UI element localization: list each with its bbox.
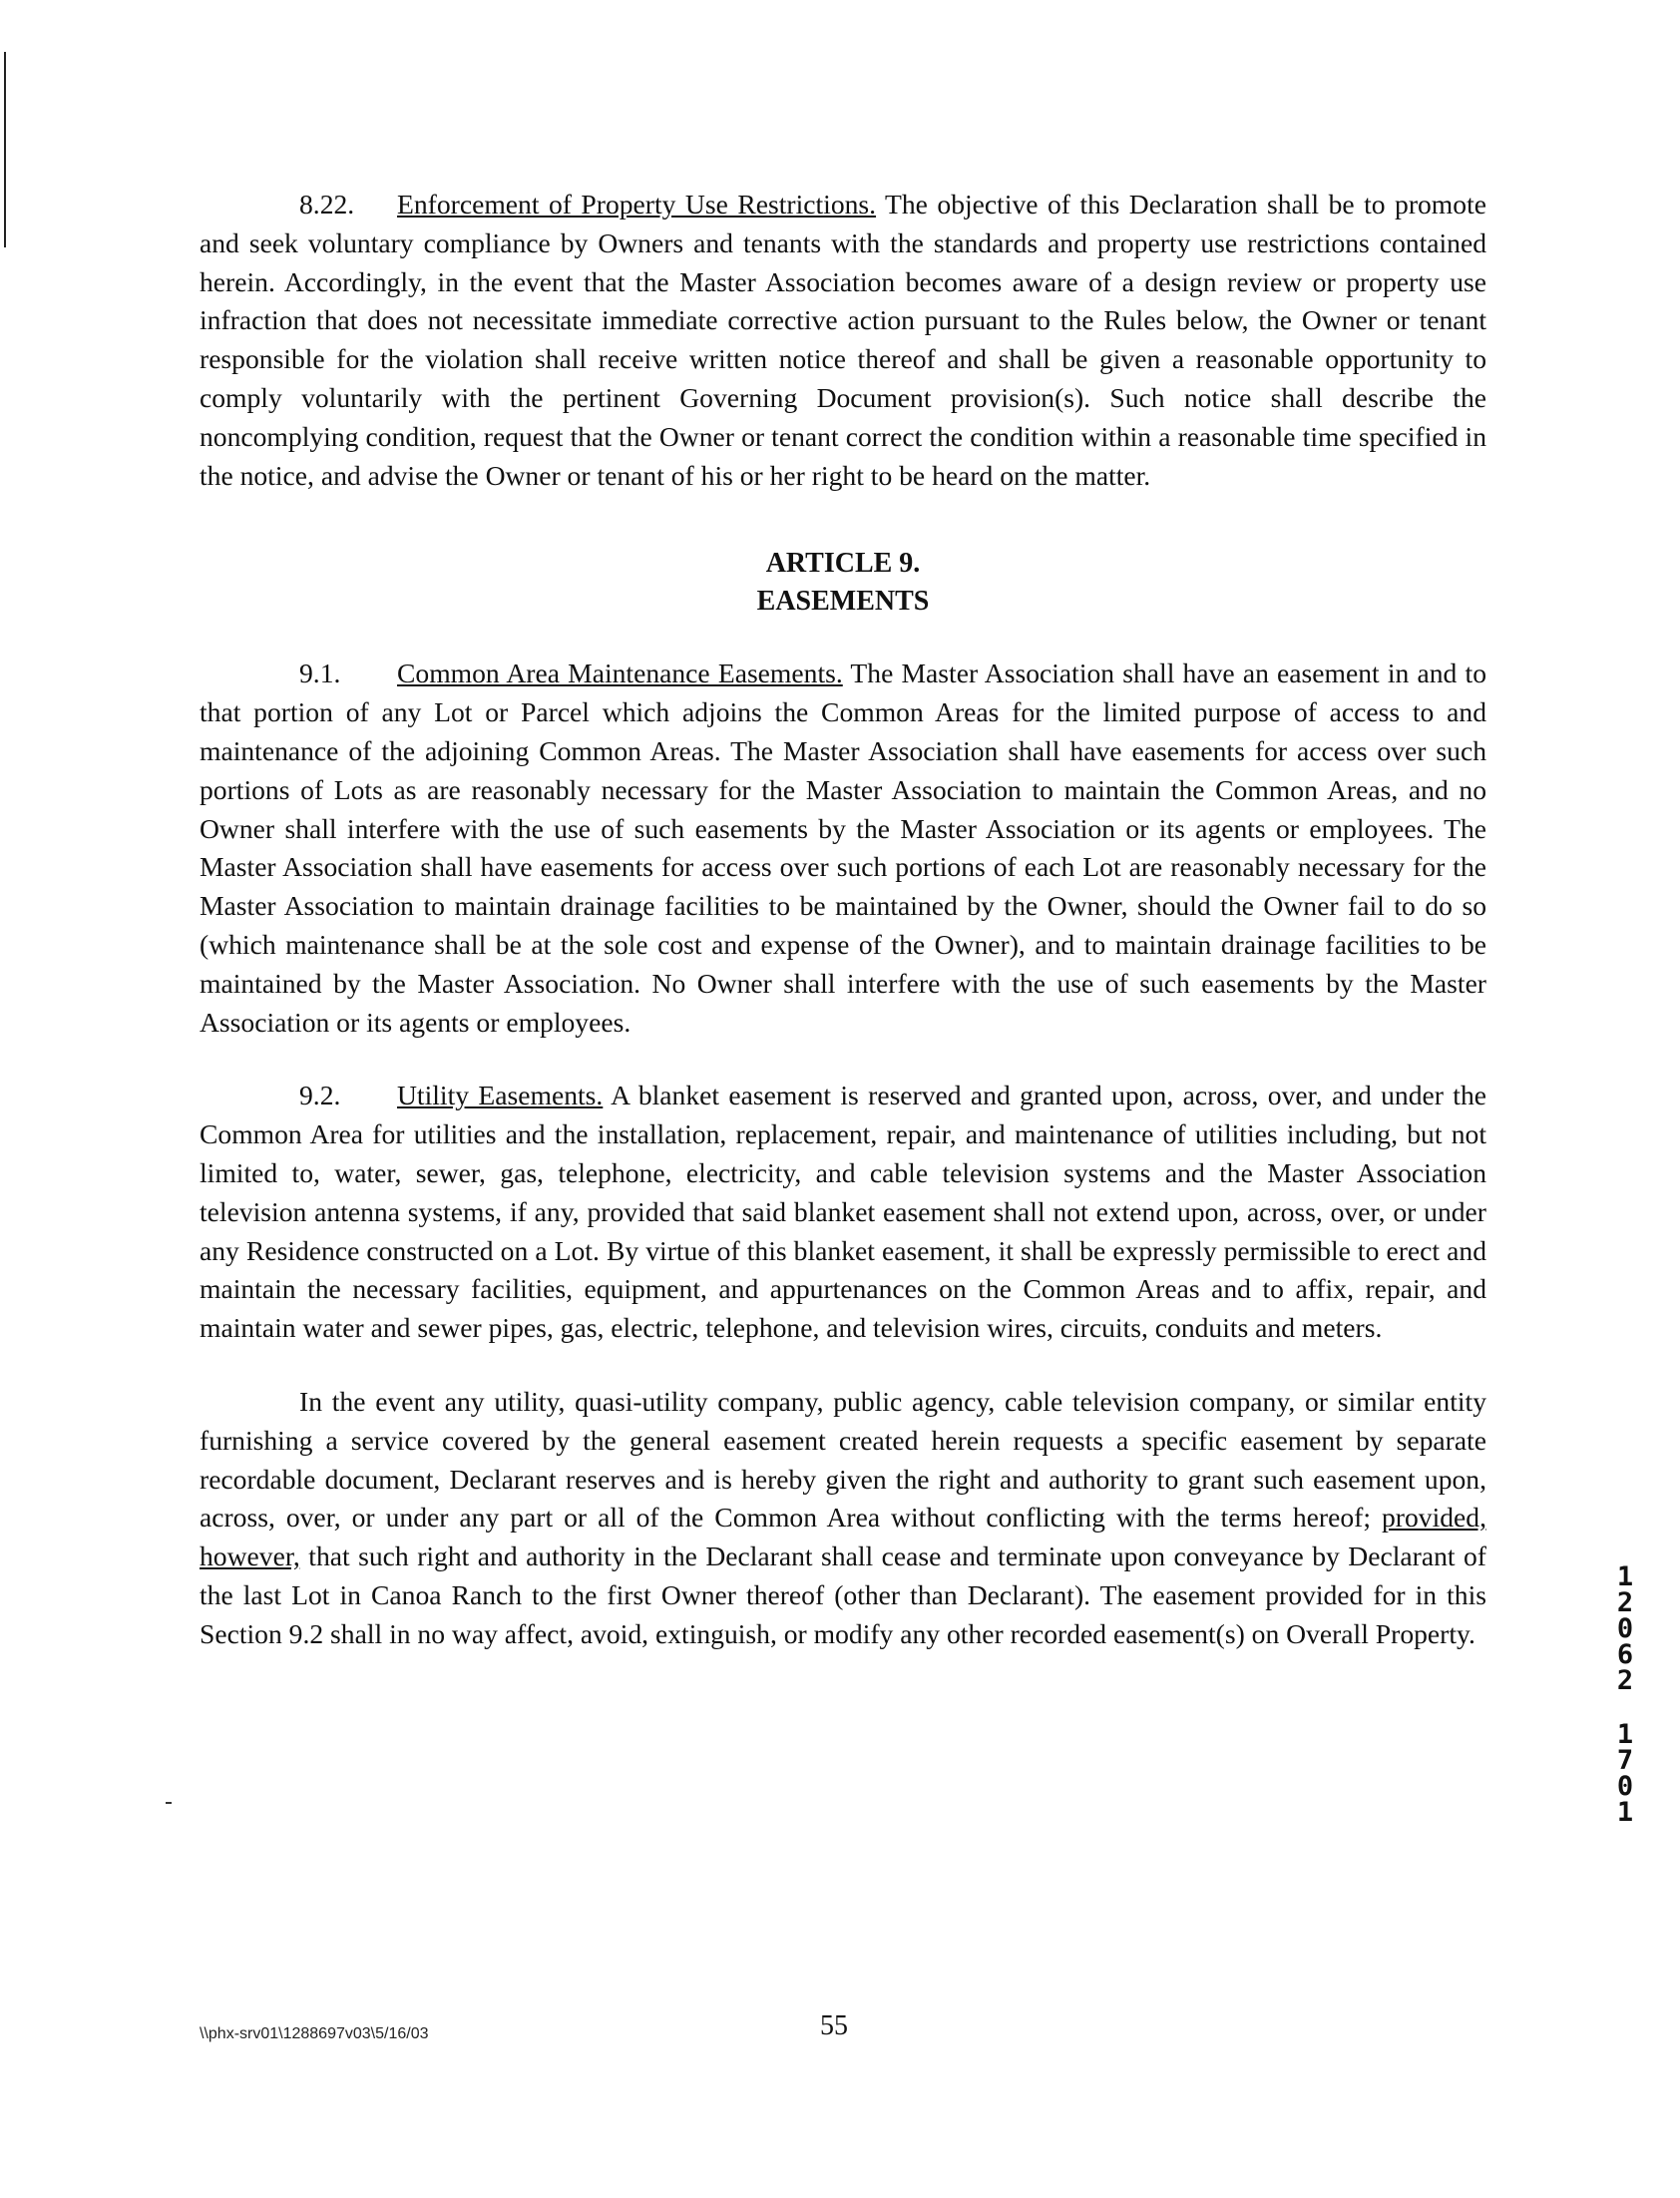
recording-digit: 1 <box>1616 1719 1634 1750</box>
section-9-2 <box>200 1077 1486 1348</box>
section-8-22-body: The objective of this Declaration shall be to promote and seek voluntary compliance by Owners and tenants with the standards and property use restrictions contained herein. Accordingly, in the event that the Master Association becomes aware of a design review or property use infraction that does not necessitate immediate corrective action pursuant to the Rules below, the Owner or tenant responsible for the violation shall receive written notice thereof and shall be given a reasonable opportunity to comply voluntarily with the pertinent Governing Document provision(s). Such notice shall describe the noncomplying condition, request that the Owner or tenant correct the condition within a reasonable time specified in the notice, and advise the Owner or tenant of his or her right to be heard on the matter. <box>200 189 1486 491</box>
scan-edge-mark <box>4 52 6 247</box>
recording-number-stamp <box>1610 1561 1640 1828</box>
recording-digit: 2 <box>1616 1587 1634 1618</box>
article-heading <box>200 545 1486 621</box>
section-9-2-number: 9.2. <box>299 1080 341 1111</box>
section-9-1 <box>200 655 1486 1042</box>
recording-digit: 1 <box>1616 1561 1634 1592</box>
recording-digit: 2 <box>1616 1665 1634 1696</box>
recording-digit: 1 <box>1616 1797 1634 1828</box>
section-9-2-continuation <box>200 1383 1486 1654</box>
section-9-2-cont-part2: that such right and authority in the Declarant shall cease and terminate upon conveyance by Declarant of the last Lot in Canoa Ranch to the first Owner thereof (other than Declarant). The easement provided for in this Section 9.2 shall in no way affect, avoid, extinguish, or modify any other recorded easement(s) on Overall Property. <box>200 1540 1486 1649</box>
recording-digit: 6 <box>1616 1639 1634 1670</box>
section-8-22-number: 8.22. <box>299 189 355 220</box>
section-9-2-heading: Utility Easements. <box>397 1080 604 1111</box>
footer-document-id: \\phx-srv01\1288697v03\5/16/03 <box>200 2025 429 2042</box>
section-9-2-body: A blanket easement is reserved and granted upon, across, over, and under the Common Area for utilities and the installation, replacement, repair, and maintenance of utilities including, but not limited to, water, sewer, gas, telephone, electricity, and cable television systems and the Master Association television antenna systems, if any, provided that said blanket easement shall not extend upon, across, over, or under any Residence constructed on a Lot. By virtue of this blanket easement, it shall be expressly permissible to erect and maintain the necessary facilities, equipment, and appurtenances on the Common Areas and to affix, repair, and maintain water and sewer pipes, gas, electric, telephone, and television wires, circuits, conduits and meters. <box>200 1080 1486 1344</box>
section-9-1-heading: Common Area Maintenance Easements. <box>397 658 843 689</box>
recording-digit: 7 <box>1616 1745 1634 1776</box>
recording-digit: 0 <box>1616 1771 1634 1802</box>
margin-tick-mark <box>166 1802 172 1804</box>
section-9-1-number: 9.1. <box>299 658 341 689</box>
page-number: 55 <box>820 2010 848 2041</box>
section-9-2-cont-part1: In the event any utility, quasi-utility company, public agency, cable television company, or similar entity furnishing a service covered by the general easement created herein requests a specific easement by separate recordable document, Declarant reserves and is hereby given the right and authority to grant such easement upon, across, over, or under any part or all of the Common Area without conflicting with the terms hereof; <box>200 1385 1486 1534</box>
provided-however: provided, however, <box>200 1502 1486 1572</box>
section-8-22 <box>200 186 1486 495</box>
article-number: ARTICLE 9. <box>765 548 921 580</box>
section-9-1-body: The Master Association shall have an easement in and to that portion of any Lot or Parcel which adjoins the Common Areas for the limited purpose of access to and maintenance of the adjoining Common Areas. The Master Association shall have easements for access over such portions of Lots as are reasonably necessary for the Master Association to maintain the Common Areas, and no Owner shall interfere with the use of such easements by the Master Association or its agents or employees. The Master Association shall have easements for access over such portions of each Lot are reasonably necessary for the Master Association to maintain drainage facilities to be maintained by the Owner, should the Owner fail to do so (which maintenance shall be at the sole cost and expense of the Owner), and to maintain drainage facilities to be maintained by the Master Association. No Owner shall interfere with the use of such easements by the Master Association or its agents or employees. <box>200 658 1486 1038</box>
document-page <box>200 186 1486 1654</box>
article-title: EASEMENTS <box>756 586 930 618</box>
recording-digit: 0 <box>1616 1613 1634 1644</box>
section-8-22-heading: Enforcement of Property Use Restrictions. <box>397 189 877 220</box>
